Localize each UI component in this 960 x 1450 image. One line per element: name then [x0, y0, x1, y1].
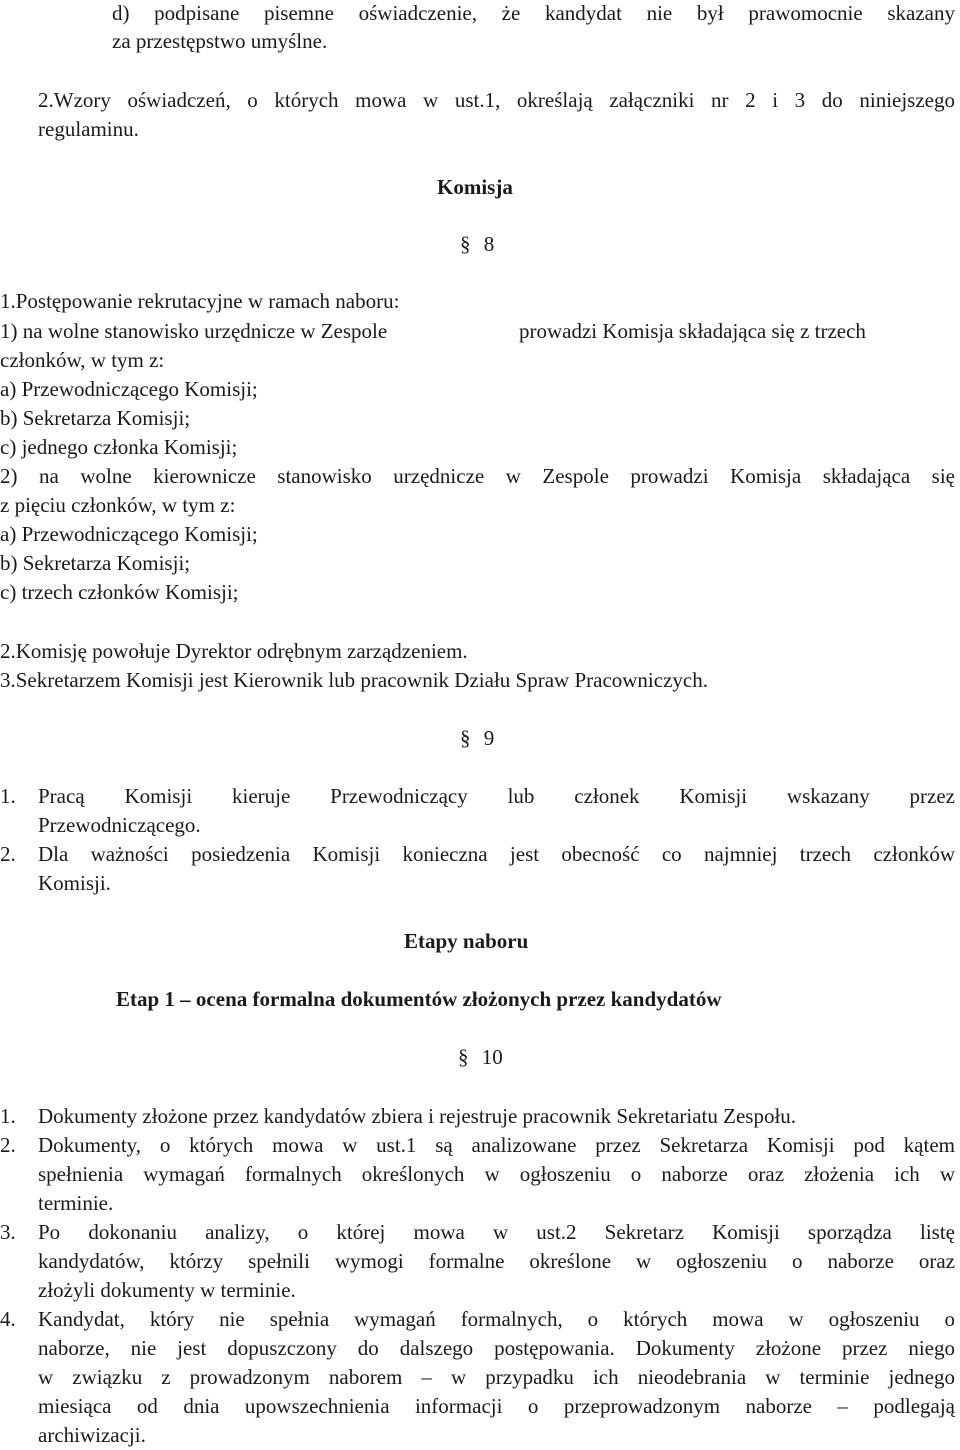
sec8-line-5: b) Sekretarza Komisji; [0, 406, 191, 430]
sec10-item-2-line2: spełnienia wymagań formalnych określonych w ogłoszeniu o naborze oraz złożenia ich w [38, 1162, 955, 1186]
sec8-line-2b: prowadzi Komisja składająca się z trzech [519, 319, 866, 343]
sec10-item-4-line1: Kandydat, który nie spełnia wymagań formalnych, o których mowa w ogłoszeniu o [38, 1307, 955, 1331]
sec9-item-2-line1: Dla ważności posiedzenia Komisji konieczna jest obecność co najmniej trzech członków [38, 842, 955, 866]
sec7-p2-line1: 2.Wzory oświadczeń, o których mowa w ust.1, określają załączniki nr 2 i 3 do niniejszego [38, 88, 955, 112]
sec9-item-1-line1: Pracą Komisji kieruje Przewodniczący lub członek Komisji wskazany przez [38, 784, 955, 808]
paragraph-number: 9 [483, 726, 495, 750]
sec10-item-3-line3: złożyli dokumenty w terminie. [38, 1278, 296, 1302]
sec8-line-12: 2.Komisję powołuje Dyrektor odrębnym zarządzeniem. [0, 639, 468, 663]
section-8-number [460, 234, 494, 255]
section-9-number [460, 728, 494, 749]
sec10-item-3-line2: kandydatów, którzy spełnili wymogi formalne określone w ogłoszeniu o naborze oraz [38, 1249, 955, 1273]
sec10-item-4-num: 4. [0, 1307, 16, 1331]
sec10-item-3-line1: Po dokonaniu analizy, o której mowa w ust.2 Sekretarz Komisji sporządza listę [38, 1220, 955, 1244]
section-heading-etapy: Etapy naboru [404, 929, 529, 953]
sec8-line-8: z pięciu członków, w tym z: [0, 493, 236, 517]
sec8-line-6: c) jednego członka Komisji; [0, 435, 238, 459]
paragraph-number: 8 [483, 232, 495, 256]
sec8-line-4: a) Przewodniczącego Komisji; [0, 377, 258, 401]
paragraph-number: 10 [481, 1045, 503, 1069]
sec8-line-11: c) trzech członków Komisji; [0, 580, 239, 604]
sec10-item-2-line1: Dokumenty, o których mowa w ust.1 są analizowane przez Sekretarza Komisji pod kątem [38, 1133, 955, 1157]
sec8-line-7: 2) na wolne kierownicze stanowisko urzędnicze w Zespole prowadzi Komisja składająca się [0, 464, 955, 488]
sec10-item-2-line3: terminie. [38, 1191, 114, 1215]
subheading-etap-1: Etap 1 – ocena formalna dokumentów złożonych przez kandydatów [116, 987, 722, 1011]
sec10-item-3-num: 3. [0, 1220, 16, 1244]
sec10-item-4-line4: miesiąca od dnia upowszechnienia informacji o przeprowadzonym naborze – podlegają [38, 1394, 955, 1418]
section-10-number [458, 1047, 503, 1068]
sec9-item-1-num: 1. [0, 784, 16, 808]
sec8-line-9: a) Przewodniczącego Komisji; [0, 522, 258, 546]
sec10-item-2-num: 2. [0, 1133, 16, 1157]
sec8-line-13: 3.Sekretarzem Komisji jest Kierownik lub pracownik Działu Spraw Pracowniczych. [0, 668, 708, 692]
sec10-item-4-line5: archiwizacji. [38, 1423, 146, 1447]
sec8-line-10: b) Sekretarza Komisji; [0, 551, 191, 575]
sec9-item-1-line2: Przewodniczącego. [38, 813, 201, 837]
paragraph-symbol: § [460, 726, 471, 750]
section-heading-komisja: Komisja [437, 175, 513, 199]
sec9-item-2-num: 2. [0, 842, 16, 866]
sec7-d-line1: d) podpisane pisemne oświadczenie, że kandydat nie był prawomocnie skazany [112, 1, 955, 25]
sec7-d-line2: za przestępstwo umyślne. [112, 29, 328, 53]
sec8-line-3: członków, w tym z: [0, 348, 165, 372]
sec8-line-1: 1.Postępowanie rekrutacyjne w ramach naboru: [0, 289, 400, 313]
paragraph-symbol: § [458, 1045, 469, 1069]
sec8-line-2a: 1) na wolne stanowisko urzędnicze w Zespole [0, 319, 388, 343]
paragraph-symbol: § [460, 232, 471, 256]
sec9-item-2-line2: Komisji. [38, 871, 111, 895]
sec10-item-1-line1: Dokumenty złożone przez kandydatów zbiera i rejestruje pracownik Sekretariatu Zespołu. [38, 1104, 797, 1128]
sec10-item-4-line3: w związku z prowadzonym naborem – w przypadku ich nieodebrania w terminie jednego [38, 1365, 955, 1389]
sec10-item-1-num: 1. [0, 1104, 16, 1128]
sec7-p2-line2: regulaminu. [38, 117, 139, 141]
sec10-item-4-line2: naborze, nie jest dopuszczony do dalszego postępowania. Dokumenty złożone przez niego [38, 1336, 955, 1360]
